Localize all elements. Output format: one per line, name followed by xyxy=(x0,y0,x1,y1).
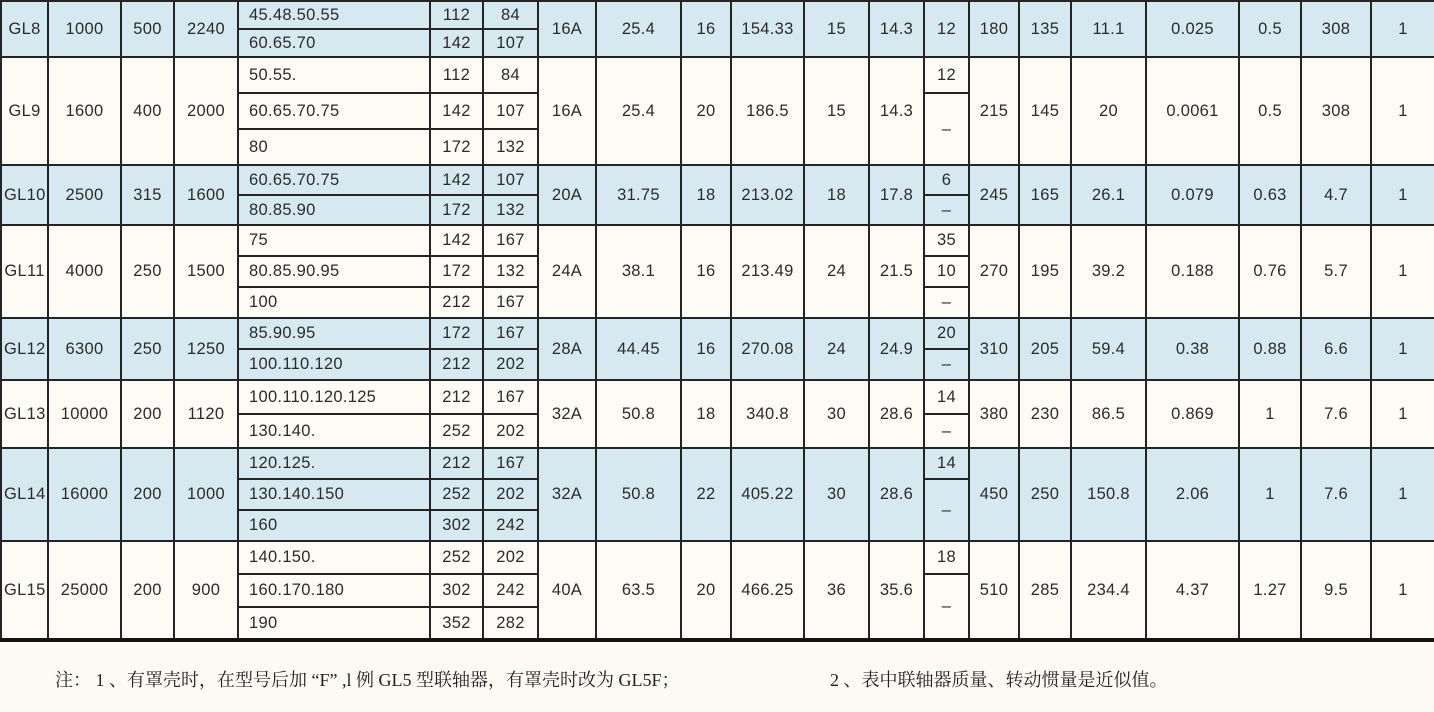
dim-L1-cell: 202 xyxy=(483,479,538,510)
mass-cell: 86.5 xyxy=(1071,380,1146,448)
n1-cell: 250 xyxy=(121,318,174,380)
mass-cell: 234.4 xyxy=(1071,541,1146,640)
c21-cell: 1 xyxy=(1371,448,1434,541)
dim-L-cell: 142 xyxy=(430,93,483,129)
shaft-dia-cell: 60.65.70.75 xyxy=(238,93,430,129)
teeth-cell: 20 xyxy=(681,57,731,165)
D1-cell: 135 xyxy=(1019,1,1071,57)
teeth-cell: 22 xyxy=(681,448,731,541)
inertia-cell: 0.079 xyxy=(1146,165,1239,225)
dim-L1-cell: 107 xyxy=(483,29,538,57)
dim-L-cell: 252 xyxy=(430,479,483,510)
shaft-dia-cell: 75 xyxy=(238,225,430,256)
footnotes xyxy=(0,648,1434,708)
shaft-dia-cell: 50.55. xyxy=(238,57,430,93)
c12-cell: 15 xyxy=(804,1,869,57)
shaft-dia-cell: 60.65.70.75 xyxy=(238,165,430,195)
shaft-dia-cell: 100.110.120.125 xyxy=(238,380,430,414)
n1-cell: 200 xyxy=(121,448,174,541)
table-row xyxy=(1,1,1434,29)
c19-cell: 0.63 xyxy=(1239,165,1301,225)
dim-L-cell: 252 xyxy=(430,541,483,574)
mass-cell: 59.4 xyxy=(1071,318,1146,380)
tn-cell: 6300 xyxy=(48,318,121,380)
c14-cell: 14 xyxy=(924,448,969,479)
shaft-dia-cell: 60.65.70 xyxy=(238,29,430,57)
dim-L1-cell: 167 xyxy=(483,318,538,349)
table-row xyxy=(1,57,1434,93)
pcd-cell: 186.5 xyxy=(731,57,804,165)
c19-cell: 1.27 xyxy=(1239,541,1301,640)
pitch-cell: 50.8 xyxy=(596,448,681,541)
dim-L1-cell: 167 xyxy=(483,380,538,414)
c13-cell: 21.5 xyxy=(869,225,924,318)
c20-cell: 7.6 xyxy=(1301,448,1371,541)
pcd-cell: 270.08 xyxy=(731,318,804,380)
dim-L-cell: 252 xyxy=(430,414,483,448)
c14-cell: 12 xyxy=(924,57,969,93)
c12-cell: 36 xyxy=(804,541,869,640)
n2-cell: 1600 xyxy=(174,165,238,225)
c21-cell: 1 xyxy=(1371,380,1434,448)
c14-cell: – xyxy=(924,349,969,380)
c14-cell: 18 xyxy=(924,541,969,574)
c14-cell: 35 xyxy=(924,225,969,256)
dim-L-cell: 212 xyxy=(430,349,483,380)
c12-cell: 15 xyxy=(804,57,869,165)
n1-cell: 500 xyxy=(121,1,174,57)
dim-L1-cell: 167 xyxy=(483,287,538,318)
pcd-cell: 213.02 xyxy=(731,165,804,225)
D-cell: 380 xyxy=(969,380,1019,448)
c20-cell: 5.7 xyxy=(1301,225,1371,318)
c12-cell: 18 xyxy=(804,165,869,225)
dim-L-cell: 302 xyxy=(430,510,483,541)
c12-cell: 24 xyxy=(804,225,869,318)
c13-cell: 14.3 xyxy=(869,57,924,165)
c14-cell: – xyxy=(924,414,969,448)
dim-L1-cell: 202 xyxy=(483,541,538,574)
c21-cell: 1 xyxy=(1371,318,1434,380)
pitch-cell: 50.8 xyxy=(596,380,681,448)
shaft-dia-cell: 80.85.90 xyxy=(238,195,430,225)
pitch-cell: 25.4 xyxy=(596,1,681,57)
mass-cell: 150.8 xyxy=(1071,448,1146,541)
inertia-cell: 0.869 xyxy=(1146,380,1239,448)
chain-cell: 32A xyxy=(538,380,596,448)
c21-cell: 1 xyxy=(1371,541,1434,640)
pitch-cell: 31.75 xyxy=(596,165,681,225)
c14-cell: – xyxy=(924,479,969,541)
chain-cell: 16A xyxy=(538,57,596,165)
dim-L-cell: 112 xyxy=(430,1,483,29)
table-row xyxy=(1,225,1434,256)
pcd-cell: 340.8 xyxy=(731,380,804,448)
c19-cell: 1 xyxy=(1239,380,1301,448)
dim-L-cell: 112 xyxy=(430,57,483,93)
shaft-dia-cell: 190 xyxy=(238,607,430,640)
dim-L-cell: 212 xyxy=(430,380,483,414)
D-cell: 180 xyxy=(969,1,1019,57)
c13-cell: 35.6 xyxy=(869,541,924,640)
dim-L1-cell: 84 xyxy=(483,57,538,93)
c13-cell: 28.6 xyxy=(869,380,924,448)
mass-cell: 20 xyxy=(1071,57,1146,165)
c20-cell: 4.7 xyxy=(1301,165,1371,225)
shaft-dia-cell: 130.140. xyxy=(238,414,430,448)
c14-cell: – xyxy=(924,195,969,225)
shaft-dia-cell: 120.125. xyxy=(238,448,430,479)
dim-L-cell: 172 xyxy=(430,195,483,225)
dim-L-cell: 142 xyxy=(430,165,483,195)
model-cell: GL10 xyxy=(1,165,48,225)
dim-L-cell: 352 xyxy=(430,607,483,640)
c12-cell: 30 xyxy=(804,448,869,541)
tn-cell: 16000 xyxy=(48,448,121,541)
teeth-cell: 16 xyxy=(681,225,731,318)
D-cell: 310 xyxy=(969,318,1019,380)
c14-cell: – xyxy=(924,287,969,318)
n2-cell: 1500 xyxy=(174,225,238,318)
teeth-cell: 16 xyxy=(681,318,731,380)
c21-cell: 1 xyxy=(1371,57,1434,165)
c20-cell: 308 xyxy=(1301,1,1371,57)
tn-cell: 25000 xyxy=(48,541,121,640)
pitch-cell: 63.5 xyxy=(596,541,681,640)
inertia-cell: 0.188 xyxy=(1146,225,1239,318)
c12-cell: 24 xyxy=(804,318,869,380)
pcd-cell: 466.25 xyxy=(731,541,804,640)
dim-L1-cell: 107 xyxy=(483,165,538,195)
c14-cell: 14 xyxy=(924,380,969,414)
chain-cell: 28A xyxy=(538,318,596,380)
dim-L-cell: 172 xyxy=(430,256,483,287)
pitch-cell: 25.4 xyxy=(596,57,681,165)
c21-cell: 1 xyxy=(1371,1,1434,57)
chain-cell: 16A xyxy=(538,1,596,57)
dim-L1-cell: 167 xyxy=(483,448,538,479)
D-cell: 510 xyxy=(969,541,1019,640)
dim-L-cell: 172 xyxy=(430,129,483,165)
teeth-cell: 16 xyxy=(681,1,731,57)
dim-L1-cell: 107 xyxy=(483,93,538,129)
D-cell: 245 xyxy=(969,165,1019,225)
c12-cell: 30 xyxy=(804,380,869,448)
pitch-cell: 38.1 xyxy=(596,225,681,318)
n2-cell: 2240 xyxy=(174,1,238,57)
tn-cell: 1000 xyxy=(48,1,121,57)
dim-L1-cell: 167 xyxy=(483,225,538,256)
shaft-dia-cell: 160.170.180 xyxy=(238,574,430,607)
D1-cell: 145 xyxy=(1019,57,1071,165)
inertia-cell: 2.06 xyxy=(1146,448,1239,541)
n1-cell: 250 xyxy=(121,225,174,318)
n2-cell: 900 xyxy=(174,541,238,640)
n1-cell: 400 xyxy=(121,57,174,165)
model-cell: GL12 xyxy=(1,318,48,380)
inertia-cell: 0.38 xyxy=(1146,318,1239,380)
tn-cell: 10000 xyxy=(48,380,121,448)
c13-cell: 24.9 xyxy=(869,318,924,380)
model-cell: GL9 xyxy=(1,57,48,165)
teeth-cell: 18 xyxy=(681,380,731,448)
dim-L-cell: 302 xyxy=(430,574,483,607)
D1-cell: 285 xyxy=(1019,541,1071,640)
shaft-dia-cell: 100.110.120 xyxy=(238,349,430,380)
table-row xyxy=(1,318,1434,349)
dim-L1-cell: 282 xyxy=(483,607,538,640)
c13-cell: 17.8 xyxy=(869,165,924,225)
inertia-cell: 0.0061 xyxy=(1146,57,1239,165)
D-cell: 450 xyxy=(969,448,1019,541)
footnote-2: 2 、表中联轴器质量、转动惯量是近似值。 xyxy=(830,670,1168,690)
shaft-dia-cell: 130.140.150 xyxy=(238,479,430,510)
dim-L1-cell: 202 xyxy=(483,349,538,380)
D1-cell: 230 xyxy=(1019,380,1071,448)
c19-cell: 0.76 xyxy=(1239,225,1301,318)
D-cell: 270 xyxy=(969,225,1019,318)
D1-cell: 250 xyxy=(1019,448,1071,541)
n1-cell: 200 xyxy=(121,541,174,640)
shaft-dia-cell: 140.150. xyxy=(238,541,430,574)
D1-cell: 195 xyxy=(1019,225,1071,318)
shaft-dia-cell: 45.48.50.55 xyxy=(238,1,430,29)
dim-L-cell: 172 xyxy=(430,318,483,349)
model-cell: GL15 xyxy=(1,541,48,640)
c20-cell: 308 xyxy=(1301,57,1371,165)
teeth-cell: 18 xyxy=(681,165,731,225)
mass-cell: 11.1 xyxy=(1071,1,1146,57)
model-cell: GL8 xyxy=(1,1,48,57)
spec-table-body xyxy=(1,1,1434,640)
c20-cell: 9.5 xyxy=(1301,541,1371,640)
pcd-cell: 405.22 xyxy=(731,448,804,541)
D-cell: 215 xyxy=(969,57,1019,165)
c19-cell: 0.5 xyxy=(1239,1,1301,57)
c21-cell: 1 xyxy=(1371,225,1434,318)
c21-cell: 1 xyxy=(1371,165,1434,225)
n1-cell: 315 xyxy=(121,165,174,225)
model-cell: GL11 xyxy=(1,225,48,318)
dim-L1-cell: 132 xyxy=(483,195,538,225)
chain-cell: 32A xyxy=(538,448,596,541)
c19-cell: 0.88 xyxy=(1239,318,1301,380)
shaft-dia-cell: 85.90.95 xyxy=(238,318,430,349)
dim-L-cell: 142 xyxy=(430,225,483,256)
c14-cell: – xyxy=(924,93,969,165)
dim-L1-cell: 132 xyxy=(483,129,538,165)
dim-L1-cell: 132 xyxy=(483,256,538,287)
c14-cell: 20 xyxy=(924,318,969,349)
footnote-1: 注： 1 、有罩壳时，在型号后加 “F” ,l 例 GL5 型联轴器，有罩壳时改为 GL5F； xyxy=(55,670,680,690)
n2-cell: 1120 xyxy=(174,380,238,448)
c13-cell: 14.3 xyxy=(869,1,924,57)
mass-cell: 26.1 xyxy=(1071,165,1146,225)
D1-cell: 165 xyxy=(1019,165,1071,225)
model-cell: GL14 xyxy=(1,448,48,541)
chain-cell: 24A xyxy=(538,225,596,318)
pcd-cell: 154.33 xyxy=(731,1,804,57)
dim-L1-cell: 242 xyxy=(483,510,538,541)
n2-cell: 1250 xyxy=(174,318,238,380)
n1-cell: 200 xyxy=(121,380,174,448)
c13-cell: 28.6 xyxy=(869,448,924,541)
c14-cell: 10 xyxy=(924,256,969,287)
tn-cell: 4000 xyxy=(48,225,121,318)
chain-cell: 40A xyxy=(538,541,596,640)
c14-cell: 6 xyxy=(924,165,969,195)
dim-L1-cell: 242 xyxy=(483,574,538,607)
pitch-cell: 44.45 xyxy=(596,318,681,380)
c19-cell: 1 xyxy=(1239,448,1301,541)
dim-L1-cell: 202 xyxy=(483,414,538,448)
inertia-cell: 0.025 xyxy=(1146,1,1239,57)
c20-cell: 7.6 xyxy=(1301,380,1371,448)
inertia-cell: 4.37 xyxy=(1146,541,1239,640)
c14-cell: 12 xyxy=(924,1,969,57)
tn-cell: 2500 xyxy=(48,165,121,225)
table-row xyxy=(1,165,1434,195)
c14-cell: – xyxy=(924,574,969,640)
table-row xyxy=(1,380,1434,414)
n2-cell: 1000 xyxy=(174,448,238,541)
dim-L-cell: 212 xyxy=(430,448,483,479)
dim-L-cell: 212 xyxy=(430,287,483,318)
c20-cell: 6.6 xyxy=(1301,318,1371,380)
n2-cell: 2000 xyxy=(174,57,238,165)
shaft-dia-cell: 160 xyxy=(238,510,430,541)
c19-cell: 0.5 xyxy=(1239,57,1301,165)
model-cell: GL13 xyxy=(1,380,48,448)
teeth-cell: 20 xyxy=(681,541,731,640)
shaft-dia-cell: 100 xyxy=(238,287,430,318)
dim-L-cell: 142 xyxy=(430,29,483,57)
table-row xyxy=(1,448,1434,479)
tn-cell: 1600 xyxy=(48,57,121,165)
pcd-cell: 213.49 xyxy=(731,225,804,318)
shaft-dia-cell: 80.85.90.95 xyxy=(238,256,430,287)
chain-cell: 20A xyxy=(538,165,596,225)
dim-L1-cell: 84 xyxy=(483,1,538,29)
shaft-dia-cell: 80 xyxy=(238,129,430,165)
table-row xyxy=(1,541,1434,574)
mass-cell: 39.2 xyxy=(1071,225,1146,318)
D1-cell: 205 xyxy=(1019,318,1071,380)
